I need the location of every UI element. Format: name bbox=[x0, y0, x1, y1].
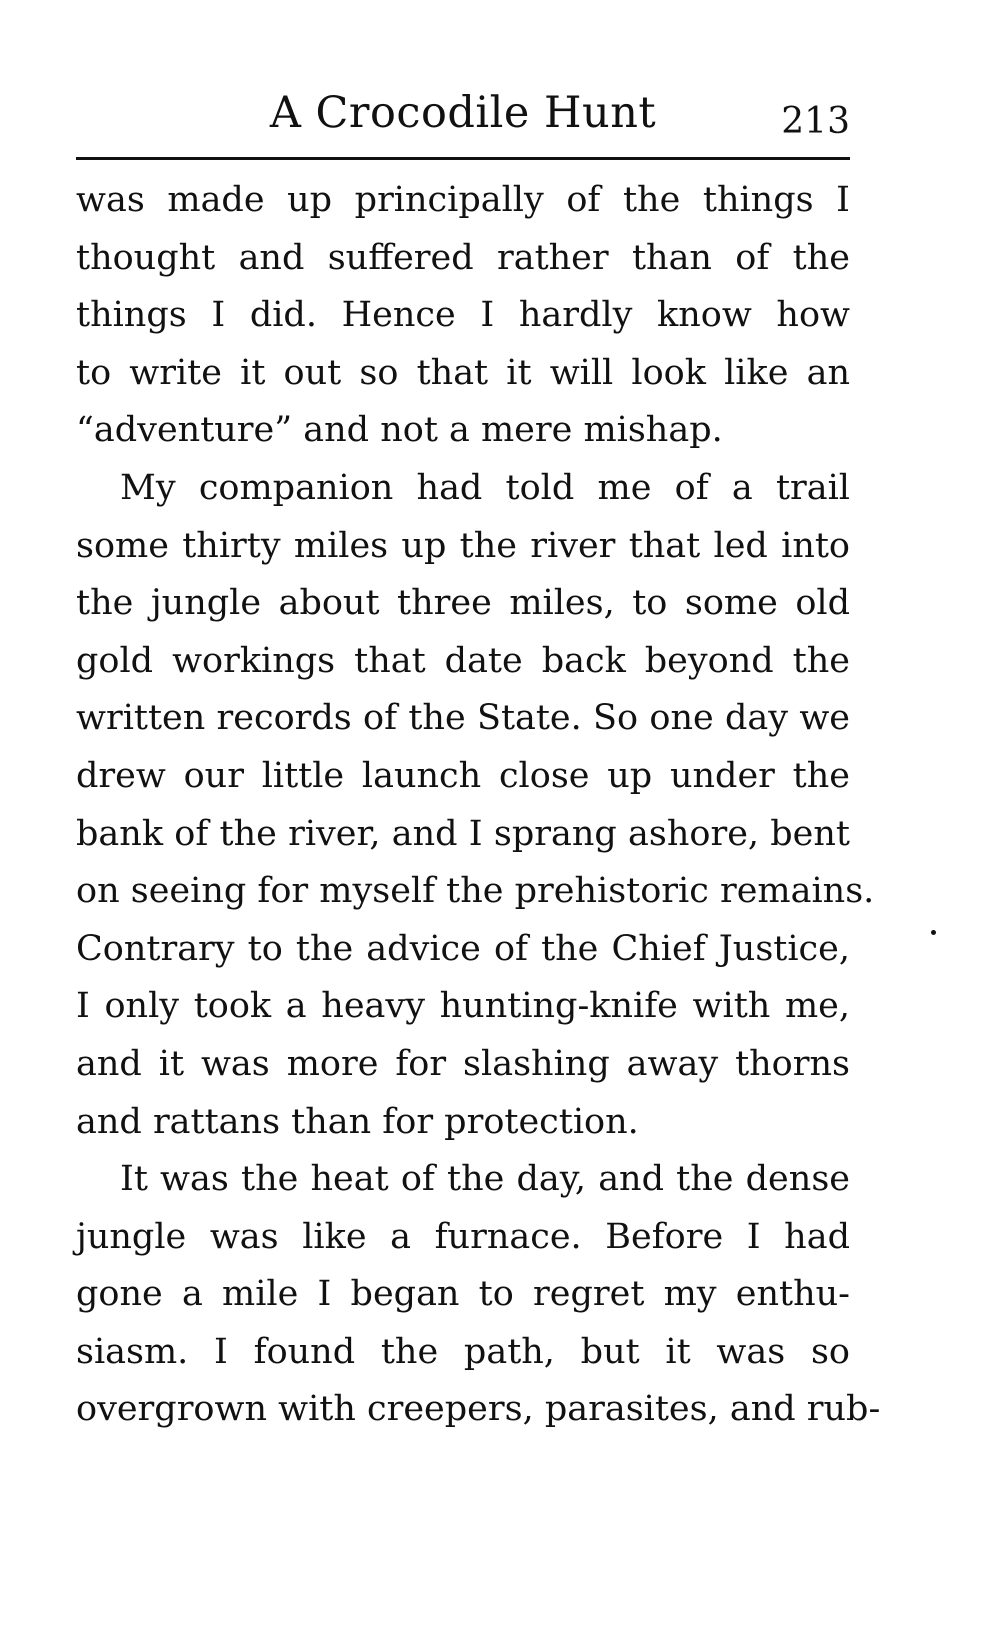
text-line: “adventure” and not a mere mishap. bbox=[76, 410, 723, 451]
text-line: gone a mile I began to regret my enthu- bbox=[76, 1274, 850, 1315]
text-line: jungle was like a furnace. Before I had bbox=[76, 1216, 850, 1257]
chapter-title: A Crocodile Hunt bbox=[269, 88, 657, 138]
text-line: thought and suffered rather than of the bbox=[76, 237, 850, 278]
text-line: was made up principally of the things I bbox=[76, 180, 850, 220]
text-line: drew our little launch close up under the bbox=[76, 755, 850, 796]
text-line: things I did. Hence I hardly know how bbox=[76, 295, 850, 336]
text-line: I only took a heavy hunting-knife with me, bbox=[76, 986, 850, 1027]
body-text bbox=[76, 172, 881, 1439]
ink-speck bbox=[931, 930, 936, 935]
running-head bbox=[76, 80, 850, 150]
text-line: It was the heat of the day, and the dense bbox=[120, 1159, 850, 1200]
text-line: bank of the river, and I sprang ashore, bent bbox=[76, 813, 850, 854]
header-rule bbox=[76, 157, 850, 160]
text-line: and rattans than for protection. bbox=[76, 1101, 639, 1142]
text-line: the jungle about three miles, to some old bbox=[76, 583, 850, 624]
text-line: siasm. I found the path, but it was so bbox=[76, 1331, 850, 1372]
text-line: to write it out so that it will look like an bbox=[76, 352, 850, 393]
page-number: 213 bbox=[781, 101, 850, 142]
text-line: on seeing for myself the prehistoric remains. bbox=[76, 871, 875, 912]
text-line: some thirty miles up the river that led into bbox=[76, 525, 850, 566]
text-line: Contrary to the advice of the Chief Justice, bbox=[76, 928, 850, 969]
text-line: gold workings that date back beyond the bbox=[76, 640, 850, 681]
text-line: and it was more for slashing away thorns bbox=[76, 1043, 850, 1084]
text-line: overgrown with creepers, parasites, and rub- bbox=[76, 1389, 881, 1430]
text-line: written records of the State. So one day we bbox=[76, 698, 850, 739]
text-line: My companion had told me of a trail bbox=[120, 467, 850, 508]
